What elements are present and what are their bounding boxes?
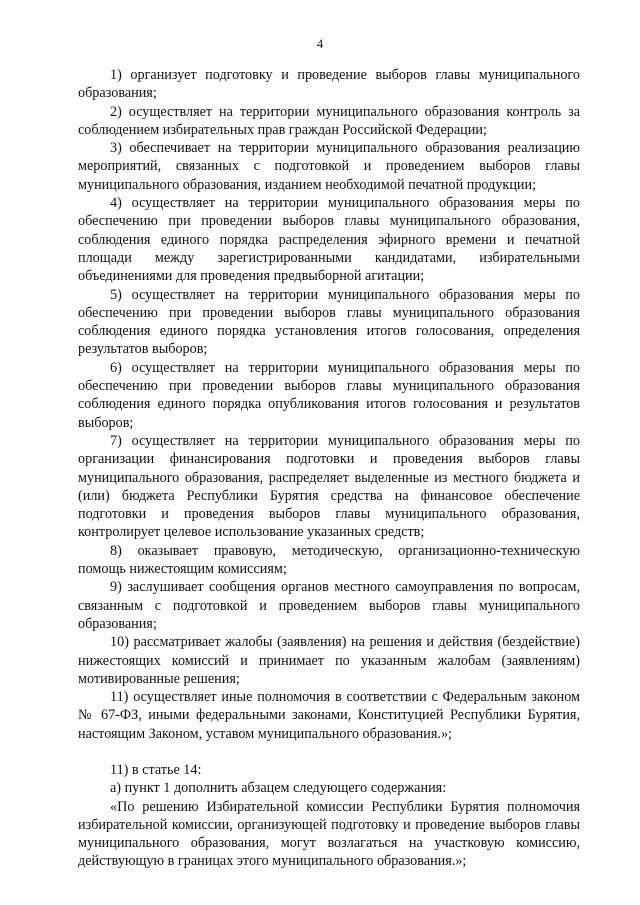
paragraph-item-9: 9) заслушивает сообщения органов местного самоуправления по вопросам, связанным с подготовкой и проведением выборов главы муниципального образования;: [78, 579, 580, 632]
article-14-quote: «По решению Избирательной комиссии Республики Бурятия полномочия избирательной комиссии, организующей подготовку и проведение выборов главы муниципального образования, могут возлагаться на участковую комиссию, действующую в границах этого муниципального образования.»;: [78, 798, 580, 870]
page-number: 4: [316, 36, 324, 51]
paragraph-item-7: 7) осуществляет на территории муниципального образования меры по организации финансирования подготовки и проведения выборов главы муниципального образования, распределяет выделенные из местного бюджета и (или) бюджета Республики Бурятия средства на финансовое обеспечение подготовки и проведения выборов главы муниципального образования, контролирует целевое использование указанных средств;: [78, 432, 580, 541]
paragraph-gap: [78, 743, 580, 761]
article-14-heading: 11) в статье 14:: [110, 761, 202, 778]
paragraph-item-5: 5) осуществляет на территории муниципального образования меры по обеспечению при проведении выборов главы муниципального образования соблюдения единого порядка установления итогов голосования, определения результатов выборов;: [78, 286, 580, 358]
paragraph-item-11: 11) осуществляет иные полномочия в соответствии с Федеральным законом № 67-ФЗ, иными федеральными законами, Конституцией Республики Бурятия, настоящим Законом, уставом муниципального образования.»;: [78, 689, 580, 742]
paragraph-item-4: 4) осуществляет на территории муниципального образования меры по обеспечению при проведении выборов главы муниципального образования, соблюдения единого порядка распределения эфирного времени и печатной площади между зарегистрированными кандидатами, избирательными объединениями для проведения предвыборной агитации;: [78, 195, 580, 285]
document-body: [78, 66, 580, 871]
paragraph-item-6: 6) осуществляет на территории муниципального образования меры по обеспечению при проведении выборов главы муниципального образования соблюдения единого порядка опубликования итогов голосования и результатов выборов;: [78, 359, 580, 431]
paragraph-item-1: 1) организует подготовку и проведение выборов главы муниципального образования;: [78, 67, 580, 102]
paragraph-item-3: 3) обеспечивает на территории муниципального образования реализацию мероприятий, связанных с подготовкой и проведением выборов главы муниципального образования, изданием необходимой печатной продукции;: [78, 140, 580, 193]
paragraph-item-10: 10) рассматривает жалобы (заявления) на решения и действия (бездействие) нижестоящих комиссий и принимает по указанным жалобам (заявлениям) мотивированные решения;: [78, 634, 580, 687]
paragraph-item-2: 2) осуществляет на территории муниципального образования контроль за соблюдением избирательных прав граждан Российской Федерации;: [78, 103, 580, 138]
paragraph-item-8: 8) оказывает правовую, методическую, организационно-техническую помощь нижестоящим комиссиям;: [78, 542, 580, 578]
article-14-clause-a: а) пункт 1 дополнить абзацем следующего содержания:: [110, 780, 447, 797]
